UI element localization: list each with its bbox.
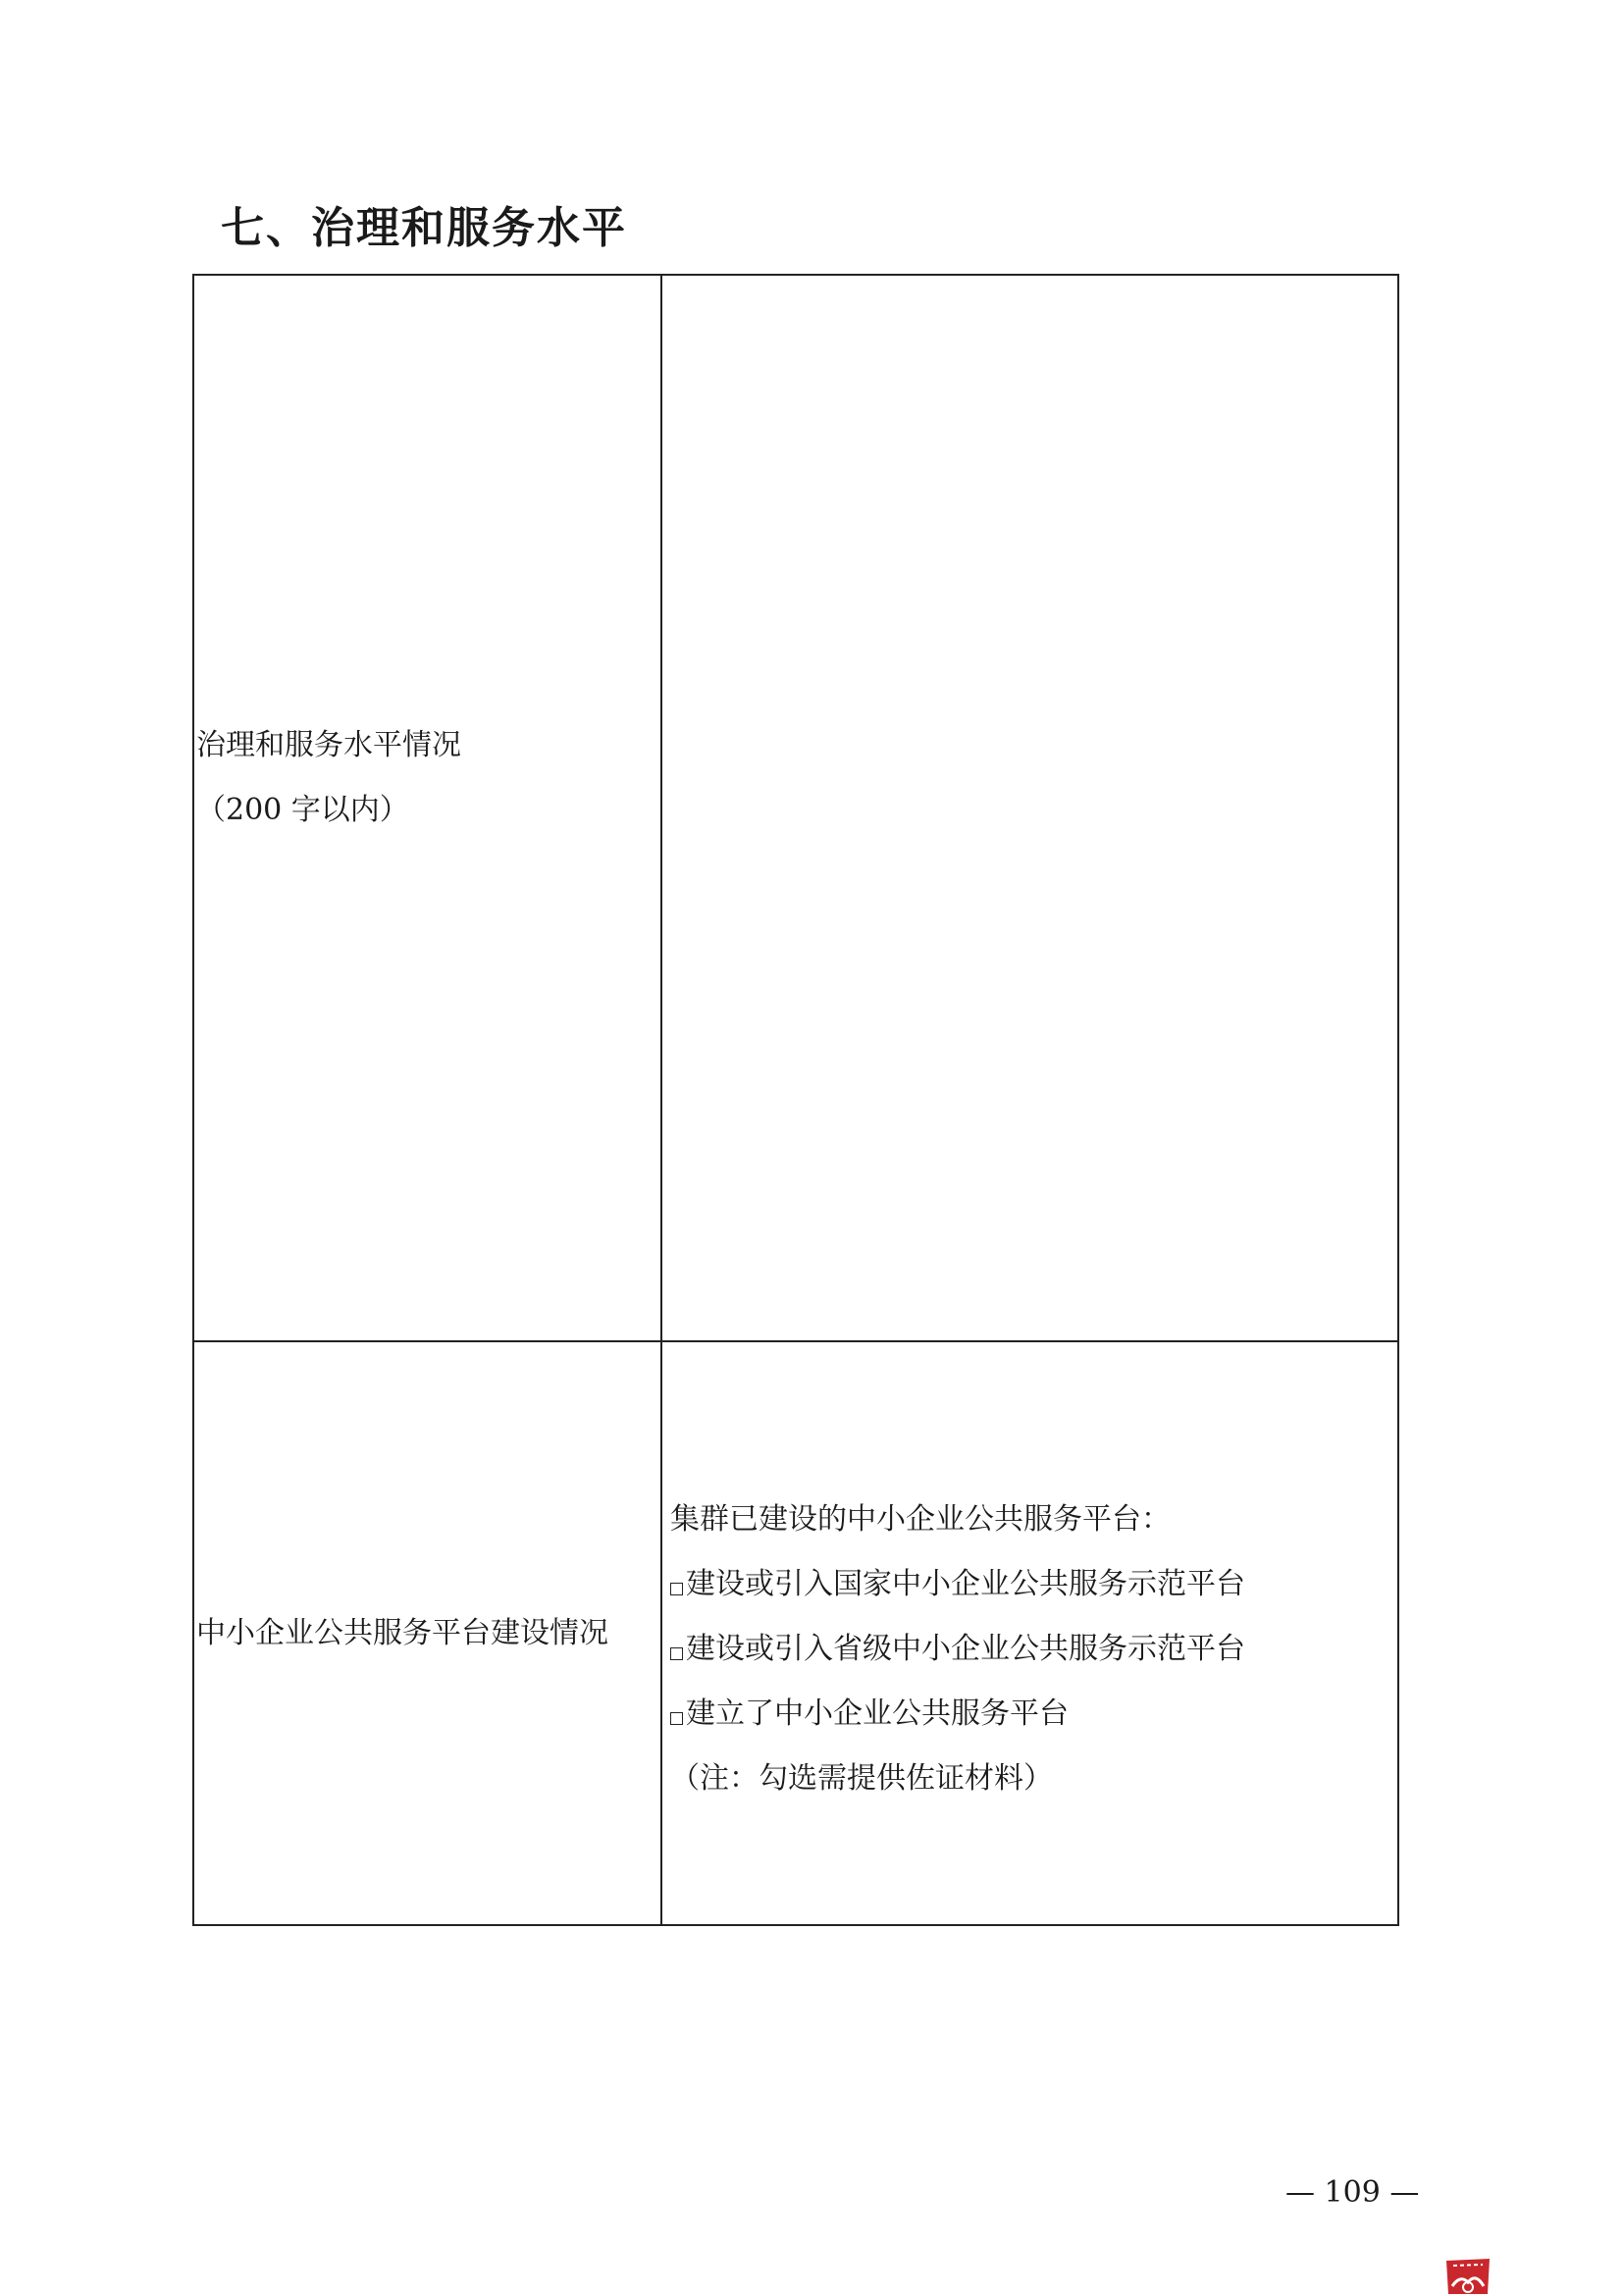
service-platform-heading: 集群已建设的中小企业公共服务平台： xyxy=(670,1502,1171,1537)
governance-label-cell xyxy=(194,276,662,1340)
option-established-platform[interactable] xyxy=(670,1682,1397,1747)
service-platform-note: （注：勾选需提供佐证材料） xyxy=(670,1761,1053,1796)
form-table xyxy=(192,274,1399,1926)
publisher-logo-icon xyxy=(1444,2257,1492,2296)
service-platform-label-cell xyxy=(194,1342,662,1924)
option-provincial-platform[interactable] xyxy=(670,1617,1397,1682)
table-row-governance xyxy=(194,276,1397,1340)
governance-value-field[interactable] xyxy=(662,276,1397,1340)
option-national-platform[interactable] xyxy=(670,1552,1397,1617)
page-number: — 109 — xyxy=(1285,2175,1420,2210)
service-platform-value-cell xyxy=(662,1342,1397,1924)
table-row-service-platform xyxy=(194,1340,1397,1924)
section-title: 七、治理和服务水平 xyxy=(221,203,627,253)
governance-word-limit: （200 字以内） xyxy=(196,793,409,827)
option-national-platform-label: 建设或引入国家中小企业公共服务示范平台 xyxy=(686,1567,1245,1601)
checkbox-provincial-platform[interactable] xyxy=(670,1647,683,1660)
checkbox-established-platform[interactable] xyxy=(670,1712,683,1725)
service-platform-label: 中小企业公共服务平台建设情况 xyxy=(196,1615,608,1650)
governance-label: 治理和服务水平情况 xyxy=(196,728,461,762)
option-established-platform-label: 建立了中小企业公共服务平台 xyxy=(686,1696,1069,1731)
checkbox-national-platform[interactable] xyxy=(670,1583,683,1595)
option-provincial-platform-label: 建设或引入省级中小企业公共服务示范平台 xyxy=(686,1632,1245,1666)
